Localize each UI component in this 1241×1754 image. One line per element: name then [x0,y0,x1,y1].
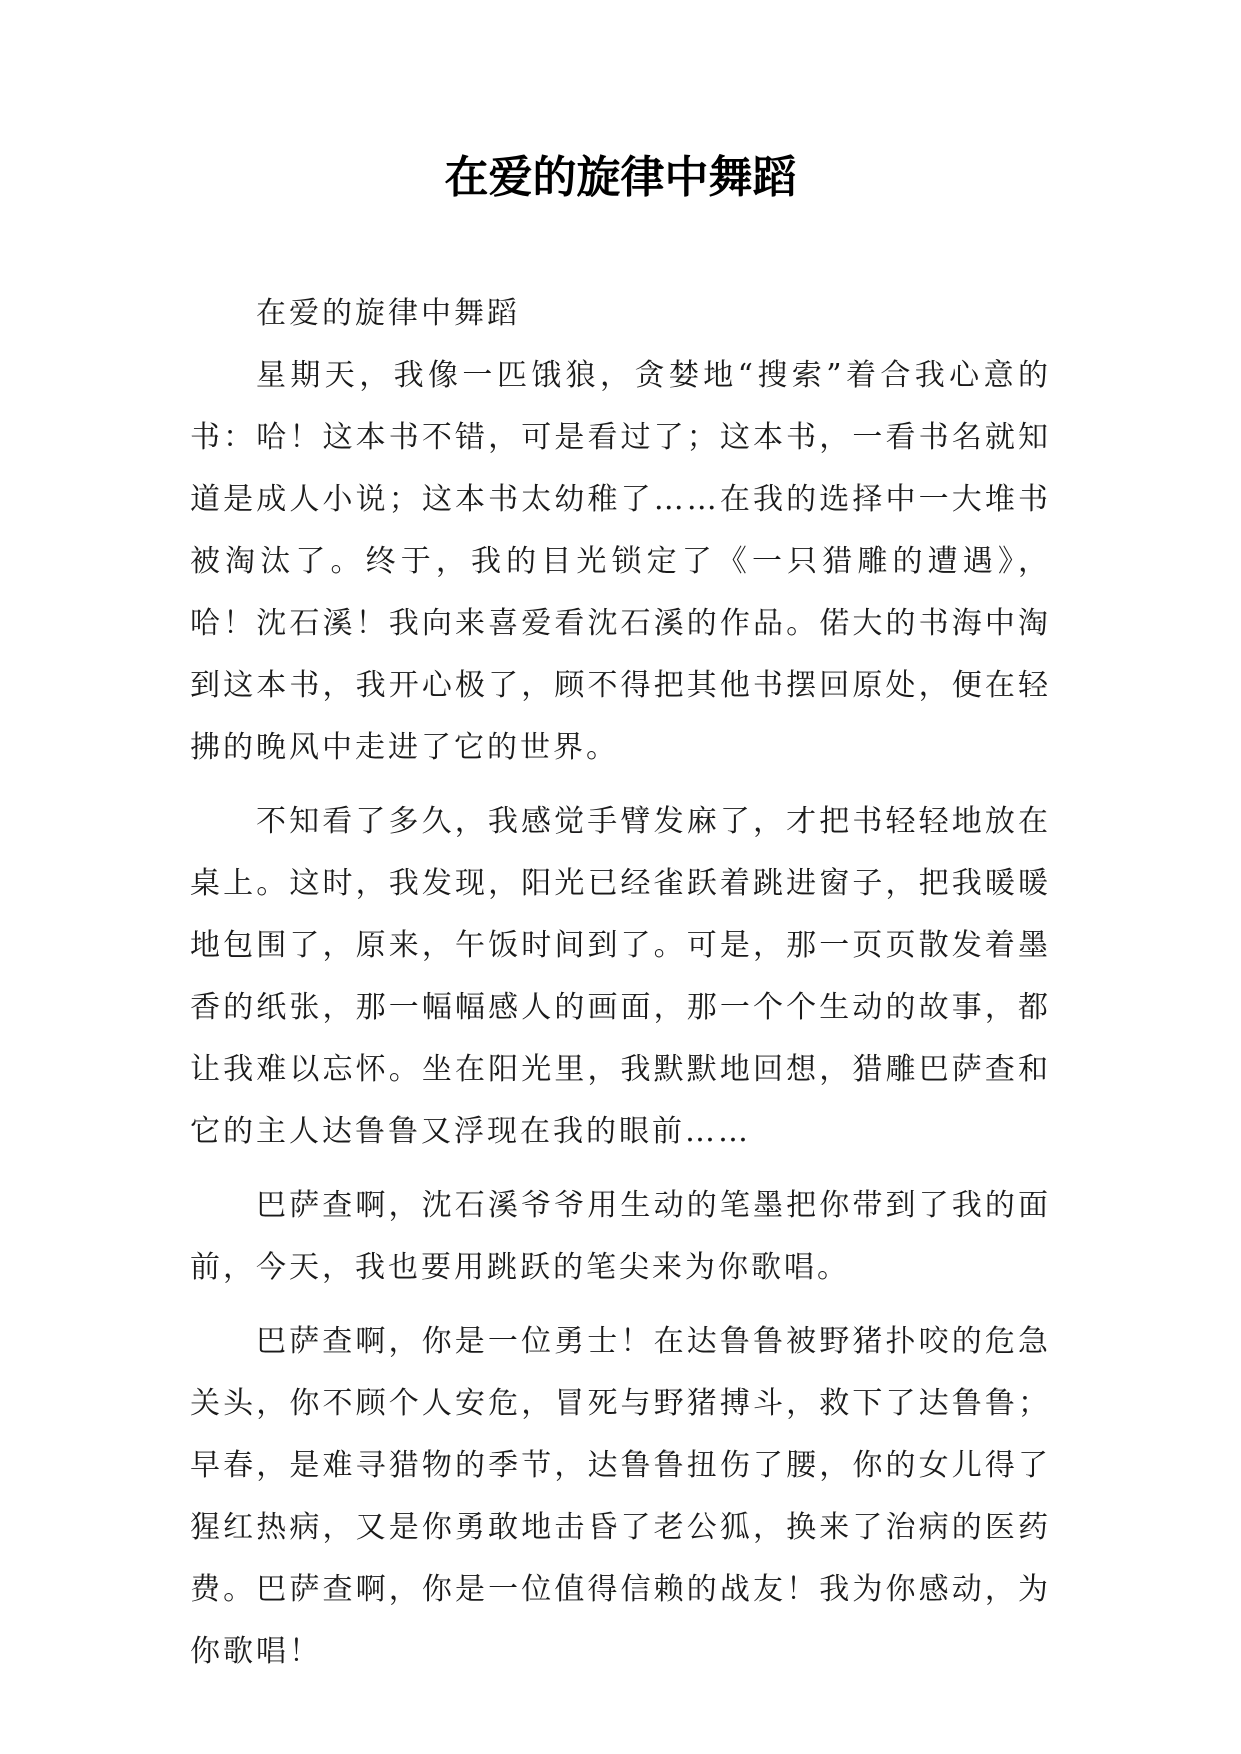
paragraph-1: 星期天，我像一匹饿狼，贪婪地“搜索”着合我心意的书：哈！这本书不错，可是看过了；这本书，一看书名就知道是成人小说；这本书太幼稚了……在我的选择中一大堆书被淘汰了。终于，我的目光锁定了《一只猎雕的遭遇》，哈！沈石溪！我向来喜爱看沈石溪的作品。偌大的书海中淘到这本书，我开心极了，顾不得把其他书摆回原处，便在轻拂的晚风中走进了它的世界。 [190,358,1051,765]
paragraph-3: 巴萨查啊，沈石溪爷爷用生动的笔墨把你带到了我的面前，今天，我也要用跳跃的笔尖来为你歌唱。 [190,1188,1051,1285]
paragraph-2: 不知看了多久，我感觉手臂发麻了，才把书轻轻地放在桌上。这时，我发现，阳光已经雀跃着跳进窗子，把我暖暖地包围了，原来，午饭时间到了。可是，那一页页散发着墨香的纸张，那一幅幅感人的画面，那一个个生动的故事，都让我难以忘怀。坐在阳光里，我默默地回想，猎雕巴萨查和它的主人达鲁鲁又浮现在我的眼前…… [190,804,1051,1149]
paragraph-4: 巴萨查啊，你是一位勇士！在达鲁鲁被野猪扑咬的危急关头，你不顾个人安危，冒死与野猪搏斗，救下了达鲁鲁；早春，是难寻猎物的季节，达鲁鲁扭伤了腰，你的女儿得了猩红热病，又是你勇敢地击昏了老公狐，换来了治病的医药费。巴萨查啊，你是一位值得信赖的战友！我为你感动，为你歌唱！ [190,1324,1051,1669]
paragraph-subtitle: 在爱的旋律中舞蹈 [256,296,520,331]
document-body [190,283,1051,1695]
document-title: 在爱的旋律中舞蹈 [444,152,797,203]
